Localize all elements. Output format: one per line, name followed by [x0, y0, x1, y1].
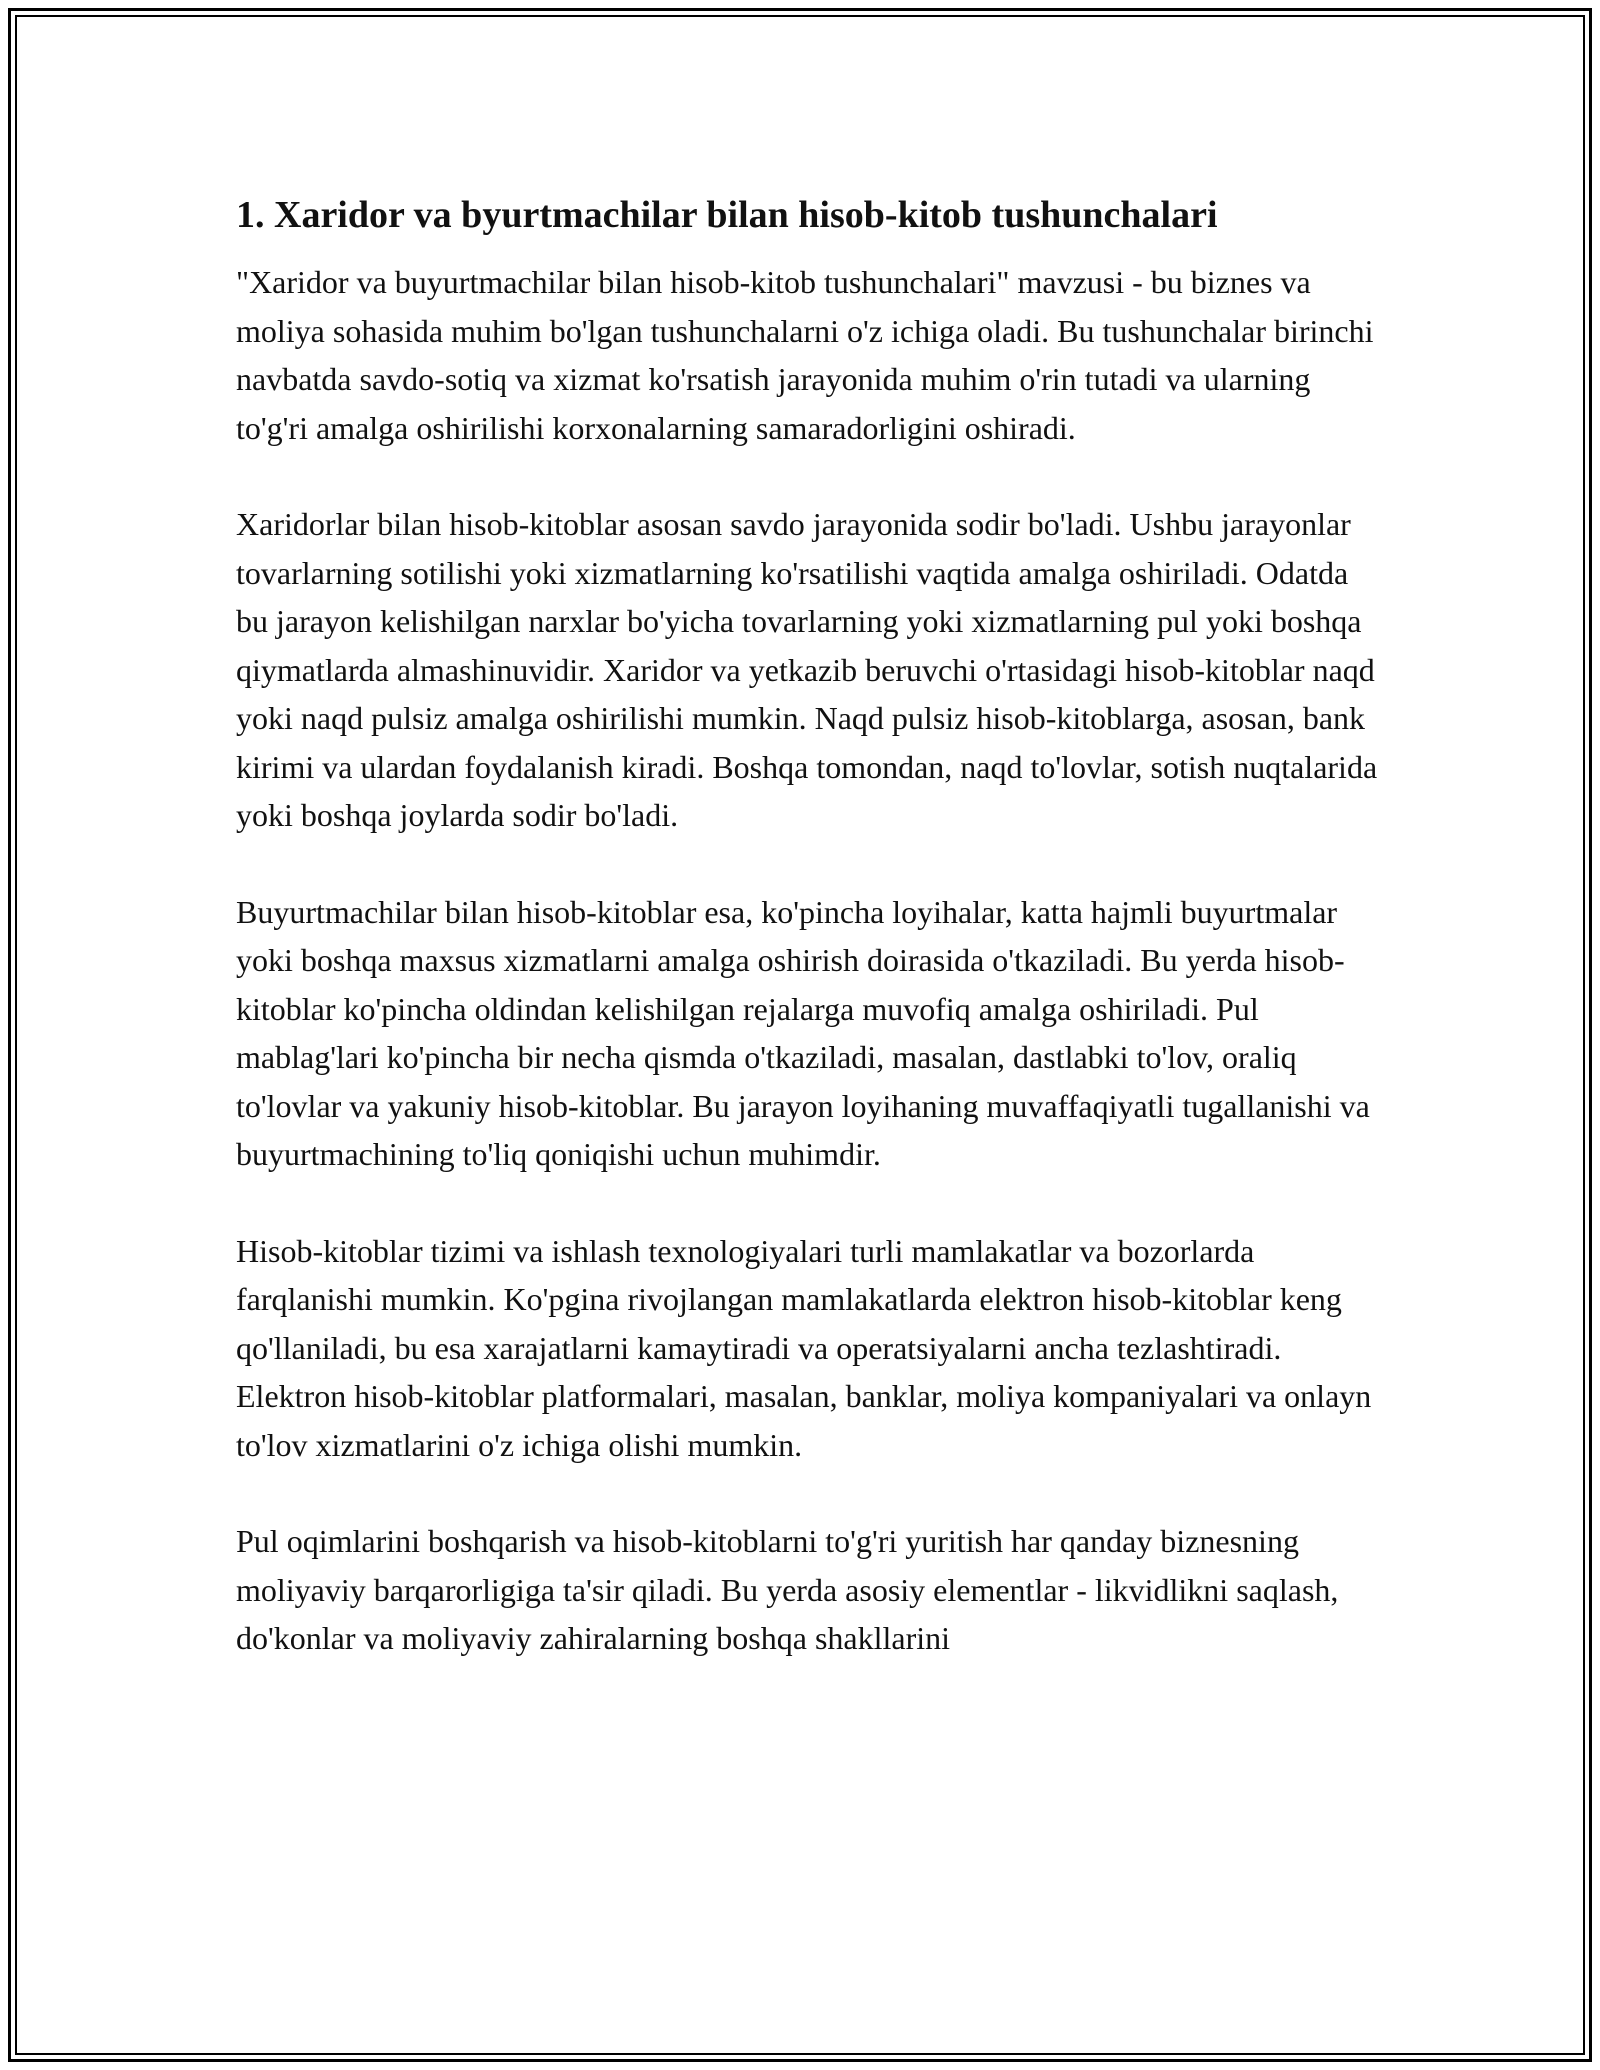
- paragraph-2: Xaridorlar bilan hisob-kitoblar asosan savdo jarayonida sodir bo'ladi. Ushbu jarayonlar tovarlarning sotilishi yoki xizmatlarning ko'rsatilishi vaqtida amalga oshiriladi. Odatda bu jarayon kelishilgan narxlar bo'yicha tovarlarning yoki xizmatlarning pul yoki boshqa qiymatlarda almashinuvidir. Xaridor va yetkazib beruvchi o'rtasidagi hisob-kitoblar naqd yoki naqd pulsiz amalga oshirilishi mumkin. Naqd pulsiz hisob-kitoblarga, asosan, bank kirimi va ulardan foydalanish kiradi. Boshqa tomondan, naqd to'lovlar, sotish nuqtalarida yoki boshqa joylarda sodir bo'ladi.: [236, 506, 1378, 833]
- paragraph-4: Hisob-kitoblar tizimi va ishlash texnologiyalari turli mamlakatlar va bozorlarda farqlanishi mumkin. Ko'pgina rivojlangan mamlakatlarda elektron hisob-kitoblar keng qo'llaniladi, bu esa xarajatlarni kamaytiradi va operatsiyalarni ancha tezlashtiradi. Elektron hisob-kitoblar platformalari, masalan, banklar, moliya kompaniyalari va onlayn to'lov xizmatlarini o'z ichiga olishi mumkin.: [236, 1232, 1372, 1463]
- section-heading: 1. Xaridor va byurtmachilar bilan hisob-kitob tushunchalari: [236, 194, 1218, 236]
- document-body: [236, 186, 1386, 1711]
- paragraph-3: Buyurtmachilar bilan hisob-kitoblar esa, ko'pincha loyihalar, katta hajmli buyurtmalar yoki boshqa maxsus xizmatlarni amalga oshirish doirasida o'tkaziladi. Bu yerda hisob-kitoblar ko'pincha oldindan kelishilgan rejalarga muvofiq amalga oshiriladi. Pul mablag'lari ko'pincha bir necha qismda o'tkaziladi, masalan, dastlabki to'lov, oraliq to'lovlar va yakuniy hisob-kitoblar. Bu jarayon loyihaning muvaffaqiyatli tugallanishi va buyurtmachining to'liq qoniqishi uchun muhimdir.: [236, 893, 1370, 1172]
- paragraph-5: Pul oqimlarini boshqarish va hisob-kitoblarni to'g'ri yuritish har qanday biznesning moliyaviy barqarorligiga ta'sir qiladi. Bu yerda asosiy elementlar - likvidlikni saqlash, do'konlar va moliyaviy zahiralarning boshqa shakllarini: [236, 1523, 1339, 1656]
- paragraph-1: "Xaridor va buyurtmachilar bilan hisob-kitob tushunchalari" mavzusi - bu biznes va moliya sohasida muhim bo'lgan tushunchalarni o'z ichiga oladi. Bu tushunchalar birinchi navbatda savdo-sotiq va xizmat ko'rsatish jarayonida muhim o'rin tutadi va ularning to'g'ri amalga oshirilishi korxonalarning samaradorligini oshiradi.: [236, 264, 1374, 446]
